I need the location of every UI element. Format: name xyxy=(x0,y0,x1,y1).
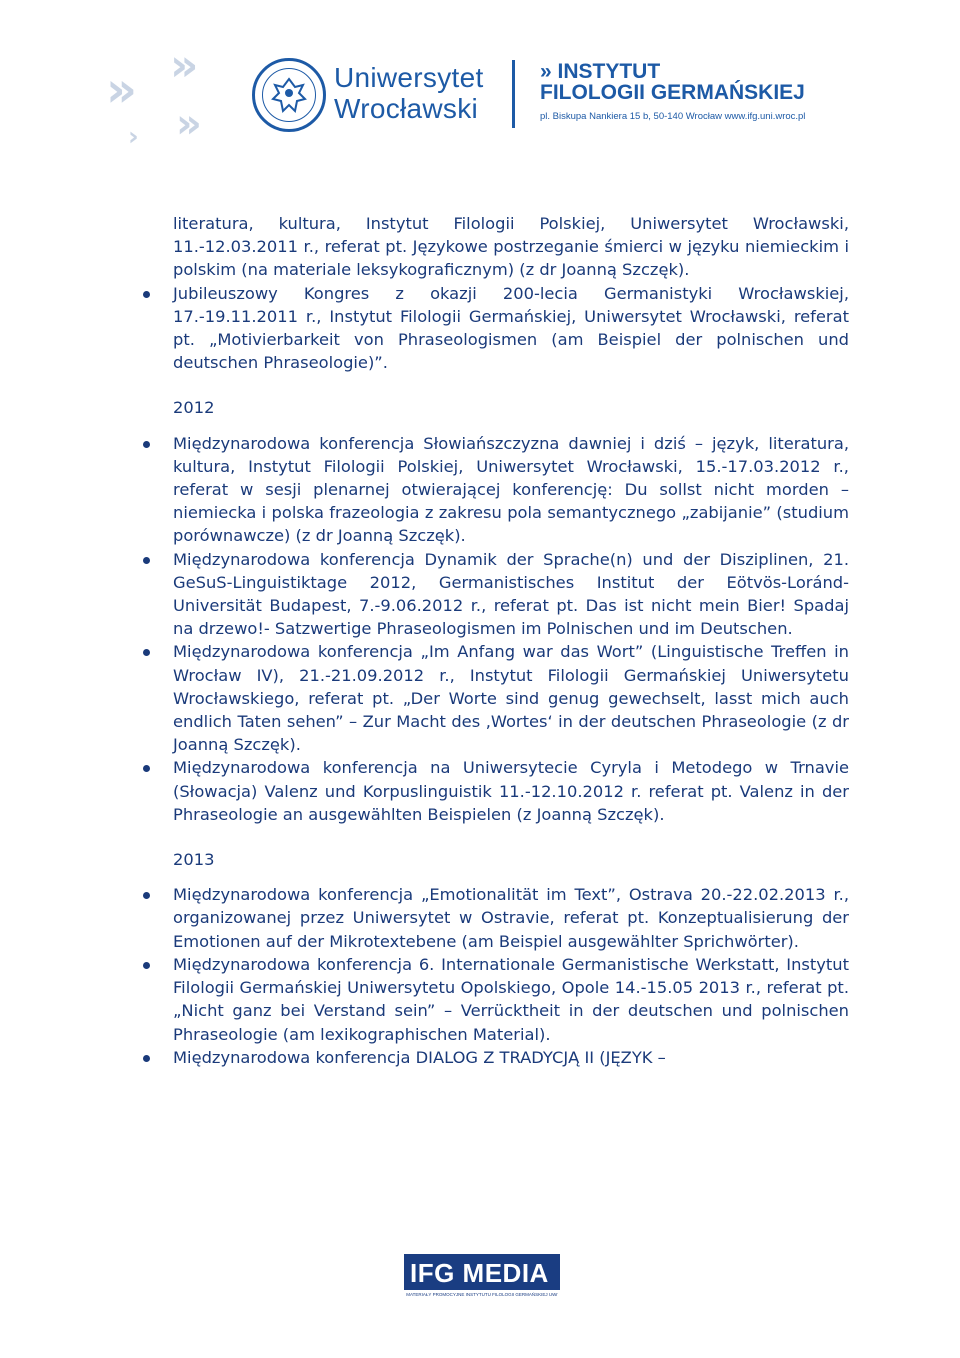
continued-paragraph: literatura, kultura, Instytut Filologii Polskiej, Uniwersytet Wrocławski, 11.-12.03.2011 r., referat pt. Językowe postrzeganie śmierci w języku niemieckim i polskim (na materiale leksykograficznym) (z dr Joanną Szczęk). xyxy=(173,214,849,280)
list-item xyxy=(143,1046,849,1069)
bullet-icon xyxy=(143,1055,150,1062)
chevron-decoration-icon: » xyxy=(176,101,202,147)
footer-logo xyxy=(404,1254,560,1300)
footer-logo-text: IFG MEDIA xyxy=(410,1258,549,1288)
list-item-text: Międzynarodowa konferencja na Uniwersytecie Cyryla i Metodego w Trnavie (Słowacja) Valenz und Korpuslinguistik 11.-12.10.2012 r. referat pt. Valenz in der Phraseologie an ausgewählten Beispielen (z Joanną Szczęk). xyxy=(173,758,849,824)
chevron-decoration-icon: » xyxy=(106,62,138,118)
institute-name-line2: FILOLOGII GERMAŃSKIEJ xyxy=(540,81,805,104)
footer-logo-subtext: MATERIAŁY PROMOCYJNE INSTYTUTU FILOLOGII GERMAŃSKIEJ UWr xyxy=(406,1292,558,1297)
year-heading: 2012 xyxy=(173,398,215,418)
list-item-text: Jubileuszowy Kongres z okazji 200-lecia Germanistyki Wrocławskiej, 17.-19.11.2011 r., Instytut Filologii Germańskiej, Uniwersytet Wrocławski, referat pt. „Motivierbarkeit von Phraseologismen (am Beispiel der polnischen und deutschen Phraseologie)”. xyxy=(173,283,849,373)
chevron-decoration-icon: » xyxy=(170,40,199,91)
list-item xyxy=(143,883,849,953)
list-item-text: Międzynarodowa konferencja DIALOG Z TRADYCJĄ II (JĘZYK – xyxy=(173,1047,666,1067)
list-item xyxy=(143,640,849,756)
list-item-text: Międzynarodowa konferencja „Emotionalität im Text”, Ostrava 20.-22.02.2013 r., organizowanej przez Uniwersytet w Ostravie, referat pt. Konzeptualisierung der Emotionen auf der Mikrotextebene (am Beispiel ausgewählter Sprichwörter). xyxy=(173,885,849,951)
bullet-icon xyxy=(143,557,150,564)
list-item xyxy=(143,756,849,826)
list-item-text: Międzynarodowa konferencja 6. Internationale Germanistische Werkstatt, Instytut Filologii Germańskiej Uniwersytetu Opolskiego, Opole 14.-15.05 2013 r., referat pt. „Nicht ganz bei Verstand sein” – Verrücktheit in der deutschen und polnischen Phraseologie (am lexikographischen Material). xyxy=(173,954,849,1044)
bullet-icon xyxy=(143,892,150,899)
university-name-line1: Uniwersytet xyxy=(334,62,484,93)
bullet-icon xyxy=(143,765,150,772)
bullet-icon xyxy=(143,441,150,448)
list-item xyxy=(143,432,849,548)
list-item xyxy=(143,548,849,641)
university-seal-icon xyxy=(252,58,326,132)
list-item xyxy=(143,953,849,1046)
chevron-decoration-icon: › xyxy=(128,122,139,152)
header-divider xyxy=(512,60,515,128)
list-item xyxy=(143,282,849,375)
year-heading: 2013 xyxy=(173,850,215,870)
university-name-line2: Wrocławski xyxy=(334,93,479,124)
bullet-icon xyxy=(143,962,150,969)
footer-logo-box xyxy=(404,1254,560,1290)
bullet-icon xyxy=(143,649,150,656)
list-item-text: Międzynarodowa konferencja Dynamik der Sprache(n) und der Disziplinen, 21. GeSuS-Linguistiktage 2012, Germanistisches Institut der Eötvös-Loránd-Universität Budapest, 7.-9.06.2012 r., referat pt. Das ist nicht mein Bier! Spadaj na drzewo!- Satzwertige Phraseologismen im Polnischen und im Deutschen. xyxy=(173,549,849,639)
institute-address: pl. Biskupa Nankiera 15 b, 50-140 Wrocław www.ifg.uni.wroc.pl xyxy=(540,111,806,122)
list-item-text: Międzynarodowa konferencja Słowiańszczyzna dawniej i dziś – język, literatura, kultura, Instytut Filologii Polskiej, Uniwersytet Wrocławski, 15.-17.03.2012 r., referat w sesji plenarnej otwierającej konferencję: Du sollst nicht morden – niemiecka i polska frazeologia z zakresu pola semantycznego „zabijanie” (studium porównawcze) (z dr Joanną Szczęk). xyxy=(173,433,849,546)
page-header xyxy=(0,0,960,175)
institute-name-line1: » INSTYTUT xyxy=(540,60,661,83)
document-body xyxy=(143,212,849,1069)
list-item-text: Międzynarodowa konferencja „Im Anfang war das Wort” (Linguistische Treffen in Wrocław IV), 21.-21.09.2012 r., Instytut Filologii Germańskiej Uniwersytetu Wrocławskiego, referat pt. „Der Worte sind genug gewechselt, lasst mich auch endlich Taten sehen” – Zur Macht des ‚Wortes‘ in der deutschen Phraseologie (z dr Joanną Szczęk). xyxy=(173,642,849,755)
bullet-icon xyxy=(143,291,150,298)
